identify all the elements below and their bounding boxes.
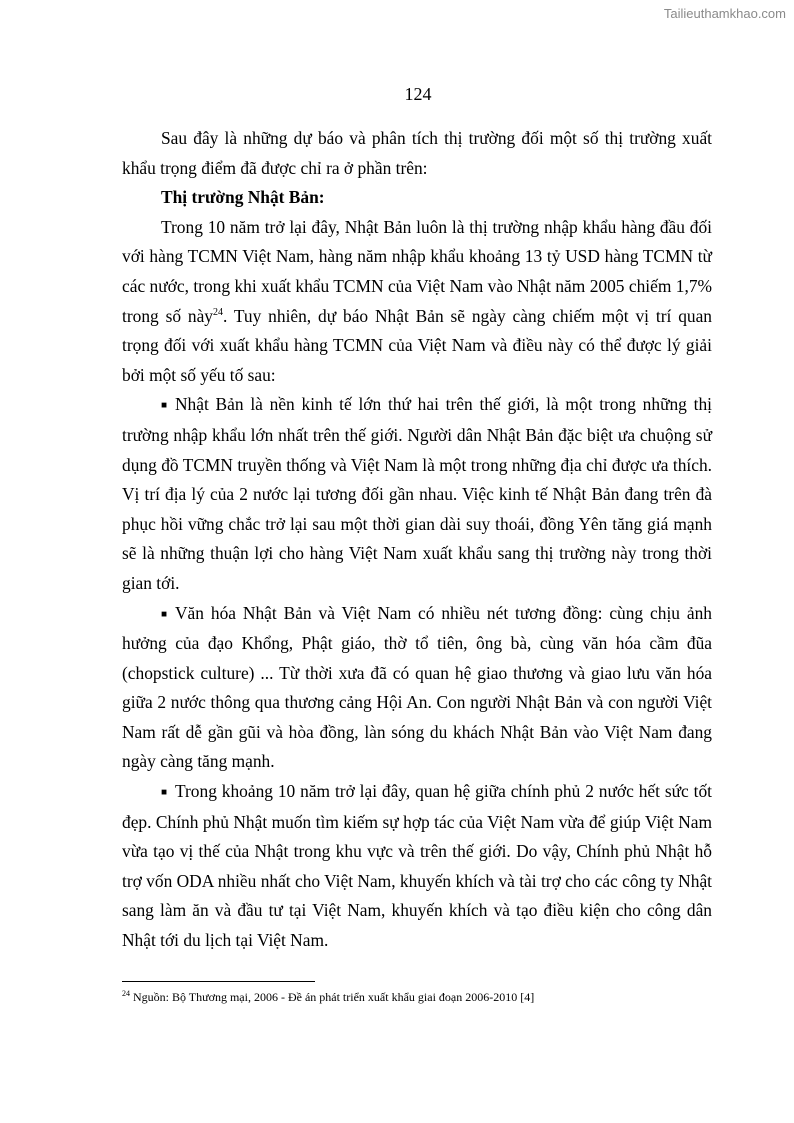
page-number: 124: [404, 84, 432, 104]
footnote-mark: 24: [122, 989, 130, 998]
watermark: Tailieuthamkhao.com: [663, 6, 786, 21]
bullet-square-icon: ■: [161, 608, 168, 620]
footnote-reference: 24: [213, 306, 224, 318]
footnote-divider: [122, 981, 315, 982]
bullet-text: Trong khoảng 10 năm trở lại đây, quan hệ giữa chính phủ 2 nước hết sức tốt đẹp. Chính phủ Nhật muốn tìm kiếm sự hợp tác của Việt Nam vừa để giúp Việt Nam vừa tạo vị thế của Nhật trong khu vực và trên thế giới. Do vậy, Chính phủ Nhật hỗ trợ vốn ODA nhiều nhất cho Việt Nam, khuyến khích và tài trợ cho các công ty Nhật sang làm ăn và đầu tư tại Việt Nam, khuyến khích và tạo điều kiện cho công dân Nhật tới du lịch tại Việt Nam.: [122, 781, 712, 951]
footnote: [122, 989, 722, 1005]
footnote-text: Nguồn: Bộ Thương mại, 2006 - Đề án phát triển xuất khẩu giai đoạn 2006-2010 [4]: [130, 990, 535, 1004]
paragraph-1-text-cont: . Tuy nhiên, dự báo Nhật Bản sẽ ngày càng chiếm một vị trí quan trọng đối với xuất khẩu hàng TCMN của Việt Nam và điều này có thể được lý giải bởi một số yếu tố sau:: [122, 305, 712, 385]
bullet-item: [122, 390, 712, 598]
bullet-item: [122, 777, 712, 956]
paragraph-1-text: Trong 10 năm trở lại đây, Nhật Bản luôn là thị trường nhập khẩu hàng đầu đối với hàng TCMN Việt Nam, hàng năm nhập khẩu khoảng 13 tỷ USD hàng TCMN từ các nước, trong khi xuất khẩu TCMN của Việt Nam vào Nhật năm 2005 chiếm 1,7% trong số này: [122, 216, 712, 326]
bullet-text: Nhật Bản là nền kinh tế lớn thứ hai trên thế giới, là một trong những thị trường nhập khẩu lớn nhất trên thế giới. Người dân Nhật Bản đặc biệt ưa chuộng sử dụng đồ TCMN truyền thống và Việt Nam là một trong những địa chỉ được ưa thích. Vị trí địa lý của 2 nước lại tương đối gần nhau. Việc kinh tế Nhật Bản đang trên đà phục hồi vững chắc trở lại sau một thời gian dài suy thoái, đồng Yên tăng giá mạnh sẽ là những thuận lợi cho hàng Việt Nam xuất khẩu sang thị trường này trong thời gian tới.: [122, 394, 712, 593]
document-body: [122, 124, 712, 956]
bullet-square-icon: ■: [161, 400, 168, 412]
paragraph-1: [122, 213, 712, 391]
bullet-text: Văn hóa Nhật Bản và Việt Nam có nhiều nét tương đồng: cùng chịu ảnh hưởng của đạo Khổng, Phật giáo, thờ tổ tiên, ông bà, cùng văn hóa cầm đũa (chopstick culture) ... Từ thời xưa đã có quan hệ giao thương và giao lưu văn hóa giữa 2 nước thông qua thương cảng Hội An. Con người Nhật Bản và con người Việt Nam rất dễ gần gũi và hòa đồng, làn sóng du khách Nhật Bản vào Việt Nam đang ngày càng tăng mạnh.: [122, 602, 712, 772]
bullet-square-icon: ■: [161, 787, 168, 799]
bullet-item: [122, 599, 712, 778]
intro-paragraph: Sau đây là những dự báo và phân tích thị trường đối một số thị trường xuất khẩu trọng điểm đã được chỉ ra ở phần trên:: [122, 128, 712, 178]
section-heading: Thị trường Nhật Bản:: [161, 187, 325, 208]
